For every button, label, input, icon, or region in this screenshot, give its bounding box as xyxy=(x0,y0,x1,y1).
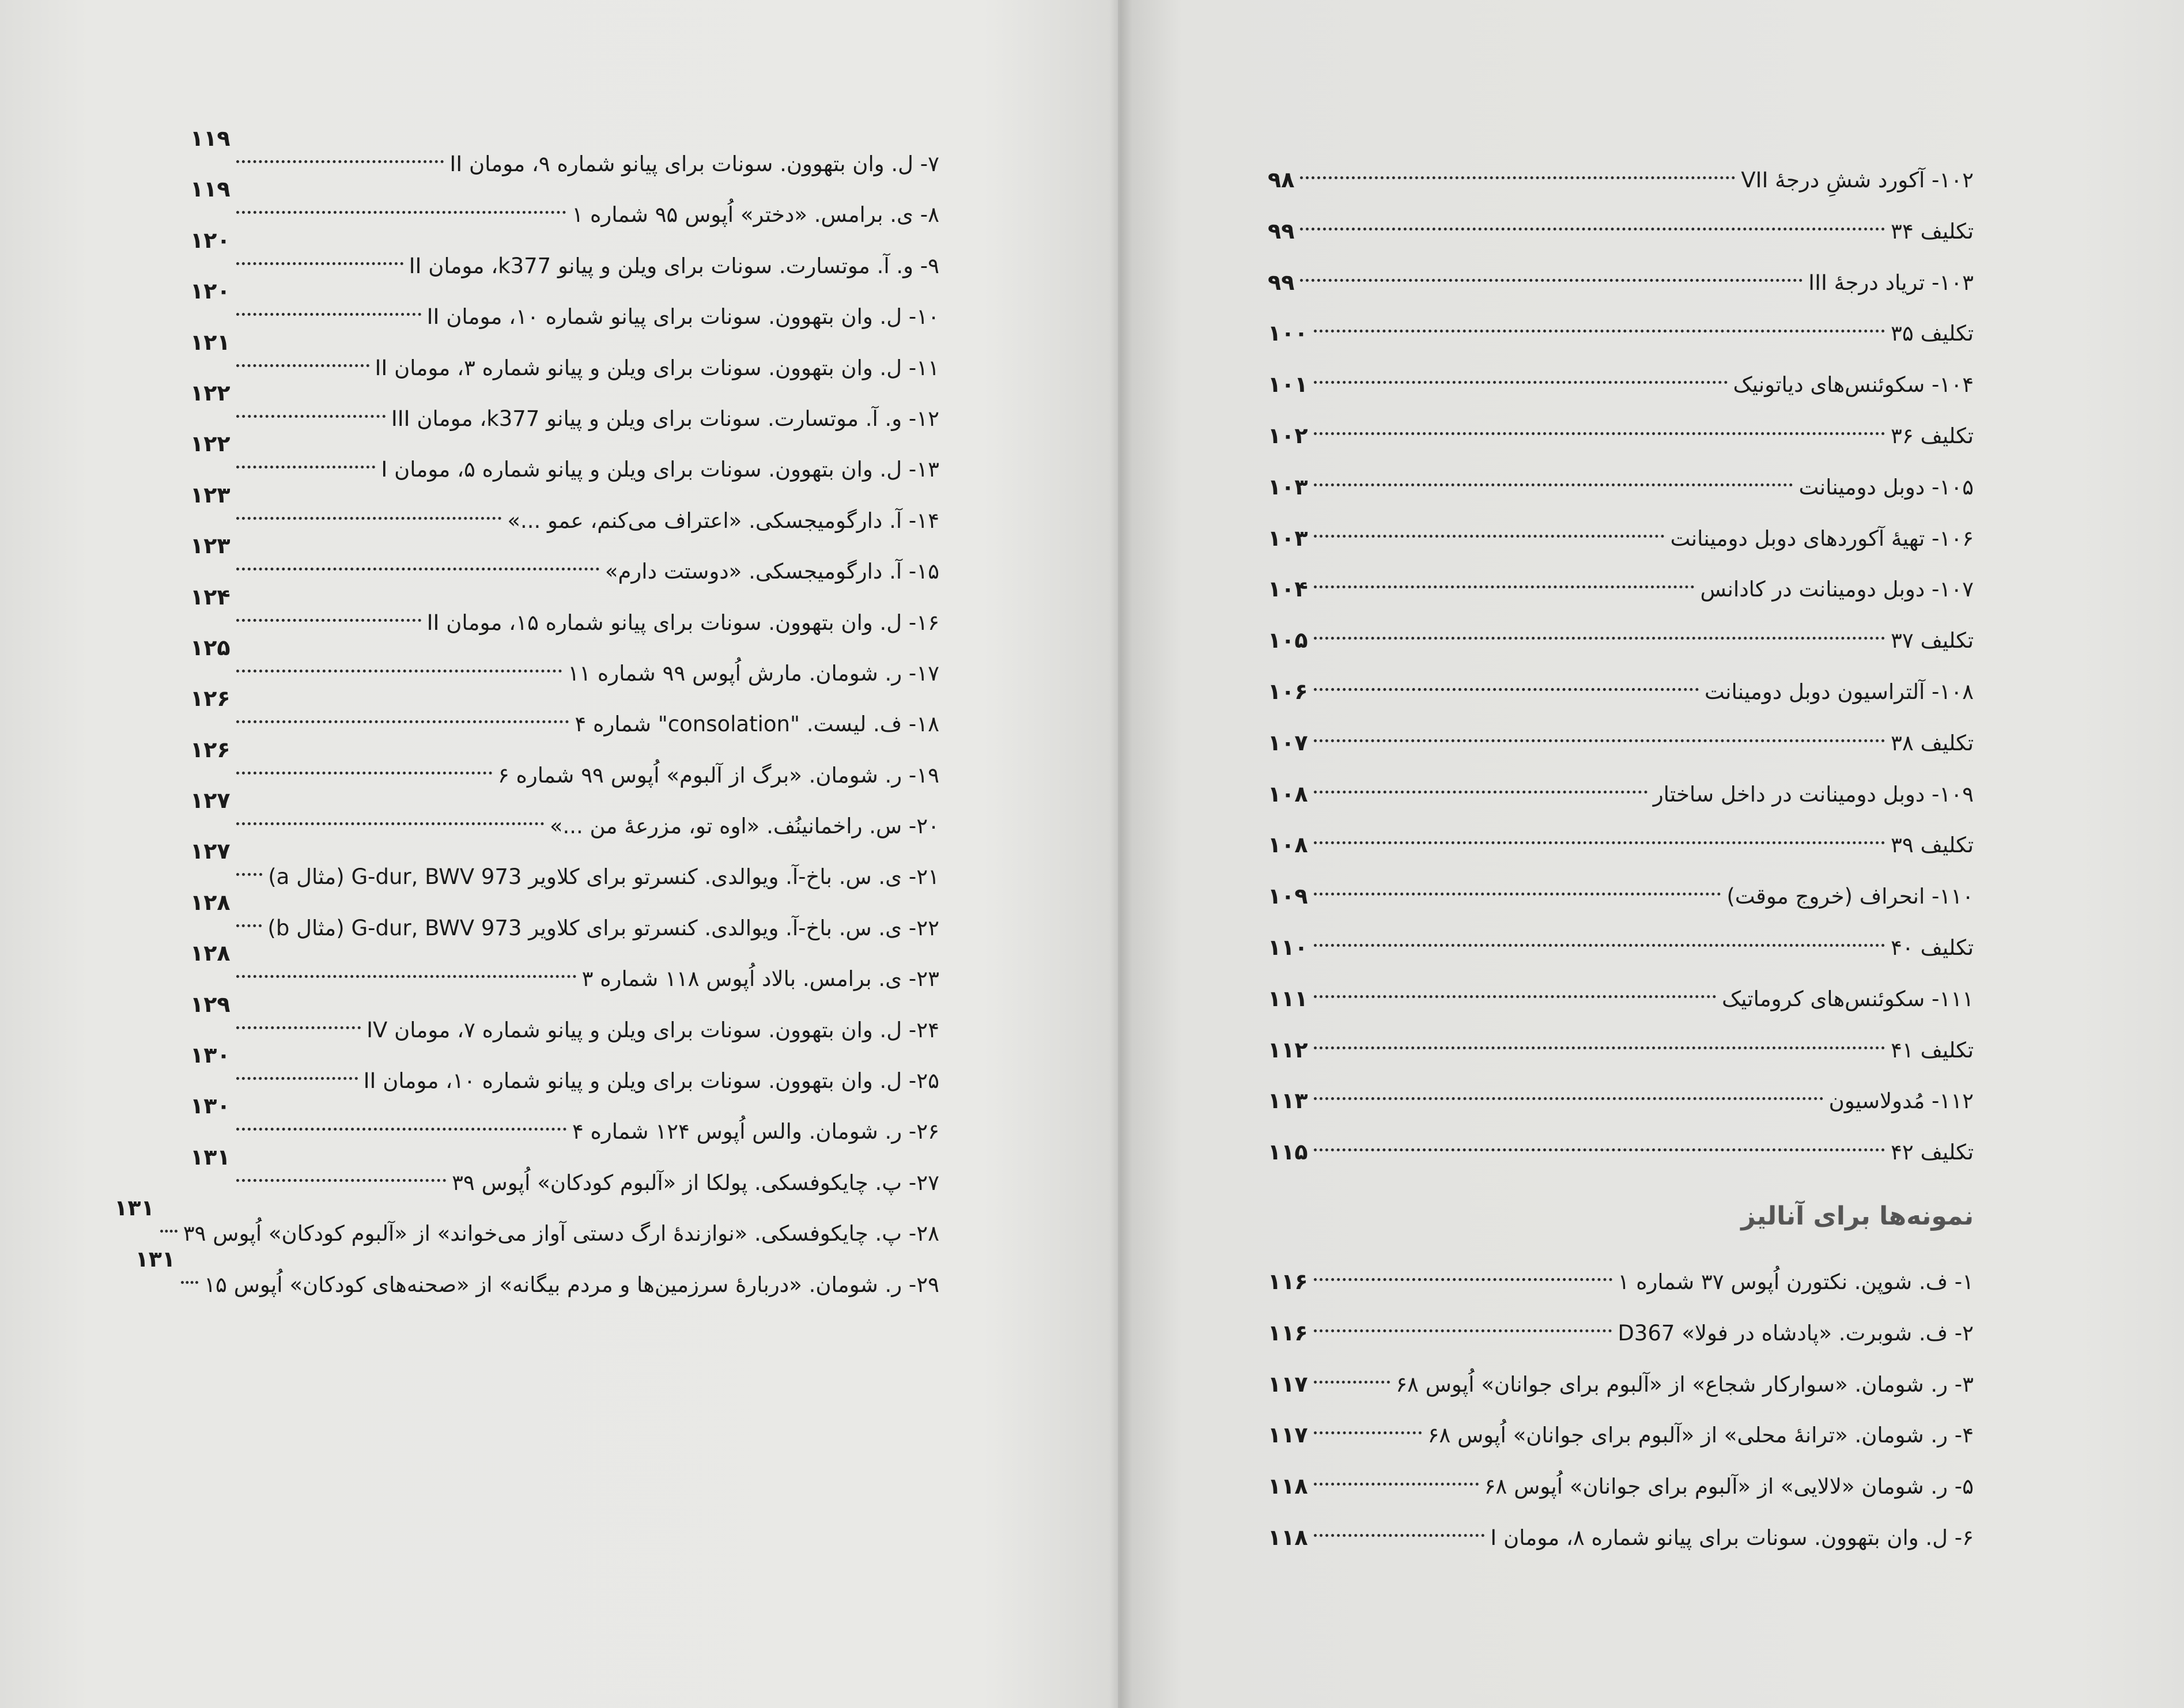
toc-page-number: ۱۲۱ xyxy=(190,329,231,355)
toc-entry xyxy=(190,1042,939,1106)
toc-entry xyxy=(1268,1308,1974,1359)
toc-entry-title: ۶- ل. وان بتهوون. سونات برای پیانو شماره ۸، مومان I xyxy=(1490,1525,1974,1550)
toc-entry-title: ۱۱۲- مُدولاسیون xyxy=(1828,1089,1974,1114)
toc-page-number: ۱۰۵ xyxy=(1268,628,1308,653)
toc-entry xyxy=(190,584,939,648)
toc-entry xyxy=(190,788,939,851)
toc-entry xyxy=(190,634,939,698)
toc-entry xyxy=(190,227,939,291)
toc-page-number: ۱۱۰ xyxy=(1268,934,1308,960)
dot-leader xyxy=(1314,535,1665,538)
dot-leader xyxy=(1314,1534,1485,1537)
toc-entry xyxy=(190,991,939,1055)
toc-page-number: ۱۲۸ xyxy=(190,889,231,915)
toc-page-number: ۱۱۵ xyxy=(1268,1139,1308,1165)
dot-leader xyxy=(160,1230,177,1233)
toc-page-number: ۱۳۱ xyxy=(135,1246,176,1272)
toc-entry-title: ۱۱- ل. وان بتهوون. سونات برای ویلن و پیانو شماره ۳، مومان II xyxy=(375,355,939,380)
toc-entry-title: ۱۰۸- آلتراسیون دوبل دومینانت xyxy=(1704,679,1974,704)
dot-leader xyxy=(236,313,421,316)
dot-leader xyxy=(1314,1148,1885,1151)
dot-leader xyxy=(1300,279,1803,282)
toc-entry-title: تکلیف ۴۰ xyxy=(1891,935,1974,960)
dot-leader xyxy=(1314,637,1885,640)
dot-leader xyxy=(181,1281,198,1284)
toc-page-number: ۱۱۲ xyxy=(1268,1037,1308,1063)
toc-entry-title: ۵- ر. شومان «لالایی» از «آلبوم برای جوانان» اُپوس ۶۸ xyxy=(1484,1474,1974,1499)
dot-leader xyxy=(1300,176,1735,179)
toc-page-number: ۱۰۸ xyxy=(1268,832,1308,858)
dot-leader xyxy=(236,466,376,468)
toc-page-number: ۱۳۱ xyxy=(190,1144,231,1170)
toc-entry xyxy=(190,736,939,800)
toc-entry xyxy=(1268,717,1974,769)
toc-entry xyxy=(1268,1025,1974,1076)
toc-entry-title: تکلیف ۳۶ xyxy=(1891,423,1974,448)
toc-entry-title: ۱۰- ل. وان بتهوون. سونات برای پیانو شماره ۱۰، مومان II xyxy=(426,304,939,330)
toc-entry xyxy=(190,482,939,546)
toc-entry-title: ۱۰۳- تریاد درجهٔ III xyxy=(1808,270,1974,295)
toc-page-number: ۱۲۰ xyxy=(190,227,231,253)
toc-page-number: ۱۲۷ xyxy=(190,838,231,864)
analysis-toc xyxy=(1268,1256,1974,1563)
dot-leader xyxy=(236,1179,446,1182)
toc-entry-title: تکلیف ۴۲ xyxy=(1891,1140,1974,1165)
toc-entry xyxy=(190,533,939,596)
toc-entry-title: ۱۰۲- آکورد ششِ درجهٔ VII xyxy=(1741,168,1974,192)
toc-page-number: ۱۱۹ xyxy=(190,126,231,151)
toc-entry-title: ۱۳- ل. وان بتهوون. سونات برای ویلن و پیانو شماره ۵، مومان I xyxy=(381,457,939,482)
dot-leader xyxy=(236,517,502,520)
dot-leader xyxy=(1300,228,1885,230)
dot-leader xyxy=(1314,585,1695,588)
toc-entry-title: ۷- ل. وان بتهوون. سونات برای پیانو شماره ۹، مومان II xyxy=(449,152,939,176)
toc-entry xyxy=(1268,564,1974,615)
toc-page-number: ۱۱۹ xyxy=(190,176,231,202)
toc-entry xyxy=(1268,206,1974,257)
toc-entry-title: ۲۴- ل. وان بتهوون. سونات برای ویلن و پیانو شماره ۷، مومان IV xyxy=(366,1017,939,1042)
toc-entry-title: ۱۰۹- دوبل دومینانت در داخل ساختار xyxy=(1653,781,1974,807)
toc-page-number: ۱۲۶ xyxy=(190,736,231,762)
toc-entry-title: ۱۱۱- سکوئنس‌های کروماتیک xyxy=(1722,986,1974,1011)
book-gutter xyxy=(1109,0,1132,1708)
toc-page-number: ۱۱۷ xyxy=(1268,1422,1308,1448)
toc-entry-title: ۴- ر. شومان. «ترانهٔ محلی» از «آلبوم برای جوانان» اُپوس ۶۸ xyxy=(1427,1423,1974,1448)
toc-page-number: ۱۱۳ xyxy=(1268,1088,1308,1114)
toc-page-number: ۱۲۳ xyxy=(190,482,231,508)
toc-entry-title: ۱۰۴- سکوئنس‌های دیاتونیک xyxy=(1733,372,1974,398)
dot-leader xyxy=(1314,1381,1390,1384)
toc-page-number: ۱۰۰ xyxy=(1268,320,1308,346)
toc-page-number: ۱۰۲ xyxy=(1268,422,1308,448)
toc-page-number: ۱۱۶ xyxy=(1268,1320,1308,1346)
toc-entry xyxy=(1268,973,1974,1025)
dot-leader xyxy=(1314,1431,1422,1434)
toc-page-number: ۱۱۱ xyxy=(1268,985,1308,1011)
toc-entry xyxy=(190,940,939,1004)
toc-entry xyxy=(1268,666,1974,717)
toc-entry xyxy=(135,1246,939,1310)
analysis-section-title: نمونه‌ها برای آنالیز xyxy=(1741,1201,1974,1231)
dot-leader xyxy=(236,1077,358,1080)
dot-leader xyxy=(1314,1097,1823,1100)
toc-entry xyxy=(1268,769,1974,820)
toc-entry xyxy=(1268,1127,1974,1178)
toc-entry xyxy=(1268,410,1974,462)
toc-entry xyxy=(1268,308,1974,359)
dot-leader xyxy=(1314,1278,1612,1281)
toc-page-number: ۱۲۹ xyxy=(190,991,231,1017)
toc-entry xyxy=(190,329,939,393)
toc-entry xyxy=(1268,257,1974,308)
toc-entry-title: ۳- ر. شومان. «سوارکار شجاع» از «آلبوم برای جوانان» اُپوس ۶۸ xyxy=(1396,1371,1974,1397)
dot-leader xyxy=(1314,330,1885,332)
toc-entry-title: ۱۵- آ. دارگومیجسکی. «دوستت دارم» xyxy=(604,559,939,584)
toc-entry xyxy=(1268,819,1974,871)
toc-page-number: ۱۱۸ xyxy=(1268,1524,1308,1550)
toc-entry-title: ۱۸- ف. لیست. "consolation" شماره ۴ xyxy=(575,712,939,737)
toc-page-number: ۱۲۳ xyxy=(190,533,231,559)
toc-entry-title: ۱۶- ل. وان بتهوون. سونات برای پیانو شماره ۱۵، مومان II xyxy=(426,610,939,635)
toc-page-number: ۱۲۵ xyxy=(190,634,231,660)
dot-leader xyxy=(1314,432,1885,435)
toc-page-number: ۱۱۷ xyxy=(1268,1371,1308,1397)
toc-entry-title: ۲۵- ل. وان بتهوون. سونات برای ویلن و پیانو شماره ۱۰، مومان II xyxy=(363,1068,939,1094)
toc-page-number: ۱۲۶ xyxy=(190,686,231,712)
toc-page-number: ۱۰۳ xyxy=(1268,525,1308,551)
toc-entry xyxy=(1268,871,1974,922)
toc-entry xyxy=(1268,1075,1974,1127)
dot-leader xyxy=(1314,739,1885,742)
toc-entry-title: ۲۶- ر. شومان. والس اُپوس ۱۲۴ شماره ۴ xyxy=(572,1119,939,1144)
dot-leader xyxy=(236,670,562,672)
toc-entry xyxy=(1268,154,1974,206)
toc-entry xyxy=(190,431,939,494)
toc-entry-title: ۱۰۷- دوبل دومینانت در کادانس xyxy=(1700,577,1974,602)
toc-entry xyxy=(114,1195,939,1259)
dot-leader xyxy=(236,1026,361,1029)
toc-page-number: ۱۲۸ xyxy=(190,940,231,966)
dot-leader xyxy=(236,211,566,214)
toc-page-number: ۹۸ xyxy=(1268,167,1295,192)
toc-page-number: ۱۰۳ xyxy=(1268,474,1308,500)
toc-entry-title: ۸- ی. برامس. «دختر» اُپوس ۹۵ شماره ۱ xyxy=(572,202,939,228)
toc-entry xyxy=(1268,359,1974,410)
dot-leader xyxy=(236,720,569,723)
toc-entry-title: ۲۱- ی. س. باخ-آ. ویوالدی. کنسرتو برای کلاویر G-dur, BWV 973 (مثال a) xyxy=(268,864,939,890)
dot-leader xyxy=(1314,1329,1612,1332)
dot-leader xyxy=(1314,381,1728,384)
dot-leader xyxy=(1314,841,1885,844)
right-page-toc xyxy=(1268,154,1974,1178)
toc-entry xyxy=(190,838,939,902)
dot-leader xyxy=(1314,995,1716,998)
toc-entry-title: ۲۲- ی. س. باخ-آ. ویوالدی. کنسرتو برای کلاویر G-dur, BWV 973 (مثال b) xyxy=(267,915,939,940)
toc-entry-title: ۲۷- پ. چایکوفسکی. پولکا از «آلبوم کودکان» اُپوس ۳۹ xyxy=(452,1170,939,1195)
toc-entry-title: تکلیف ۳۹ xyxy=(1891,833,1974,858)
toc-entry-title: ۱- ف. شوپن. نکتورن اُپوس ۳۷ شماره ۱ xyxy=(1618,1269,1974,1294)
toc-entry xyxy=(190,1093,939,1157)
toc-page-number: ۱۰۴ xyxy=(1268,576,1308,602)
toc-entry-title: ۱۷- ر. شومان. مارش اُپوس ۹۹ شماره ۱۱ xyxy=(568,660,939,686)
toc-entry xyxy=(1268,1512,1974,1563)
toc-entry xyxy=(190,889,939,953)
dot-leader xyxy=(236,415,386,418)
toc-entry-title: ۱۰۵- دوبل دومینانت xyxy=(1798,474,1974,500)
dot-leader xyxy=(1314,1483,1479,1486)
toc-page-number: ۱۲۲ xyxy=(190,380,231,406)
toc-entry-title: ۲۳- ی. برامس. بالاد اُپوس ۱۱۸ شماره ۳ xyxy=(581,966,939,992)
toc-entry xyxy=(190,176,939,240)
dot-leader xyxy=(1314,944,1885,947)
toc-entry xyxy=(190,1144,939,1208)
toc-page-number: ۱۰۹ xyxy=(1268,883,1308,909)
dot-leader xyxy=(1314,1046,1885,1049)
toc-entry-title: ۱۰۶- تهیهٔ آکوردهای دوبل دومینانت xyxy=(1670,526,1974,551)
toc-entry-title: ۲۹- ر. شومان. «دربارهٔ سرزمین‌ها و مردم بیگانه» از «صحنه‌های کودکان» اُپوس ۱۵ xyxy=(204,1272,939,1297)
toc-entry xyxy=(190,686,939,749)
toc-entry xyxy=(1268,1359,1974,1410)
dot-leader xyxy=(236,160,444,163)
toc-entry-title: ۲- ف. شوبرت. «پادشاه در فولا» D367 xyxy=(1618,1320,1974,1346)
toc-entry xyxy=(1268,615,1974,666)
dot-leader xyxy=(236,822,544,825)
toc-entry-title: ۹- و. آ. موتسارت. سونات برای ویلن و پیانو k377، مومان II xyxy=(409,253,939,278)
dot-leader xyxy=(236,619,421,622)
toc-page-number: ۱۳۰ xyxy=(190,1093,231,1119)
dot-leader xyxy=(1314,483,1793,486)
toc-entry-title: تکلیف ۳۷ xyxy=(1891,628,1974,653)
dot-leader xyxy=(236,262,403,265)
toc-page-number: ۱۱۶ xyxy=(1268,1269,1308,1294)
toc-page-number: ۱۱۸ xyxy=(1268,1473,1308,1499)
toc-page-number: ۱۲۴ xyxy=(190,584,231,610)
toc-page-number: ۱۰۶ xyxy=(1268,678,1308,704)
toc-entry-title: تکلیف ۳۴ xyxy=(1891,218,1974,244)
toc-page-number: ۹۹ xyxy=(1268,218,1295,244)
dot-leader xyxy=(236,568,599,570)
toc-entry-title: ۱۹- ر. شومان. «برگ از آلبوم» اُپوس ۹۹ شماره ۶ xyxy=(497,762,939,788)
toc-entry xyxy=(1268,1461,1974,1512)
toc-entry xyxy=(190,126,939,189)
toc-page-number: ۱۰۱ xyxy=(1268,372,1308,398)
toc-page-number: ۱۰۷ xyxy=(1268,730,1308,755)
toc-entry-title: ۲۰- س. راخمانینُف. «اوه تو، مزرعهٔ من ...» xyxy=(549,814,939,839)
toc-entry-title: ۲۸- پ. چایکوفسکی. «نوازندهٔ ارگ دستی آواز می‌خواند» از «آلبوم کودکان» اُپوس ۳۹ xyxy=(183,1221,939,1246)
dot-leader xyxy=(236,924,262,927)
toc-entry xyxy=(1268,922,1974,973)
toc-entry xyxy=(1268,462,1974,513)
toc-page-number: ۱۲۷ xyxy=(190,788,231,814)
toc-entry xyxy=(1268,1256,1974,1308)
toc-entry-title: ۱۲- و. آ. موتسارت. سونات برای ویلن و پیانو k377، مومان III xyxy=(391,406,939,431)
dot-leader xyxy=(236,772,492,774)
dot-leader xyxy=(1314,893,1721,895)
toc-entry-title: ۱۱۰- انحراف (خروج موقت) xyxy=(1726,884,1974,909)
dot-leader xyxy=(236,1128,566,1131)
dot-leader xyxy=(1314,791,1648,793)
toc-entry-title: تکلیف ۳۵ xyxy=(1891,321,1974,346)
dot-leader xyxy=(236,975,576,978)
toc-page-number: ۱۲۰ xyxy=(190,278,231,304)
toc-entry xyxy=(1268,1410,1974,1461)
toc-entry xyxy=(190,278,939,342)
dot-leader xyxy=(236,364,369,367)
toc-entry xyxy=(1268,513,1974,564)
dot-leader xyxy=(1314,688,1699,691)
toc-entry xyxy=(190,380,939,444)
left-page-toc xyxy=(114,126,939,1310)
toc-page-number: ۱۳۱ xyxy=(114,1195,154,1221)
toc-entry-title: تکلیف ۴۱ xyxy=(1891,1037,1974,1063)
toc-page-number: ۱۰۸ xyxy=(1268,781,1308,807)
toc-page-number: ۹۹ xyxy=(1268,269,1295,295)
toc-entry-title: تکلیف ۳۸ xyxy=(1891,730,1974,755)
toc-page-number: ۱۲۲ xyxy=(190,431,231,457)
toc-entry-title: ۱۴- آ. دارگومیجسکی. «اعتراف می‌کنم، عمو ...» xyxy=(507,508,939,533)
dot-leader xyxy=(236,873,263,876)
toc-page-number: ۱۳۰ xyxy=(190,1042,231,1068)
